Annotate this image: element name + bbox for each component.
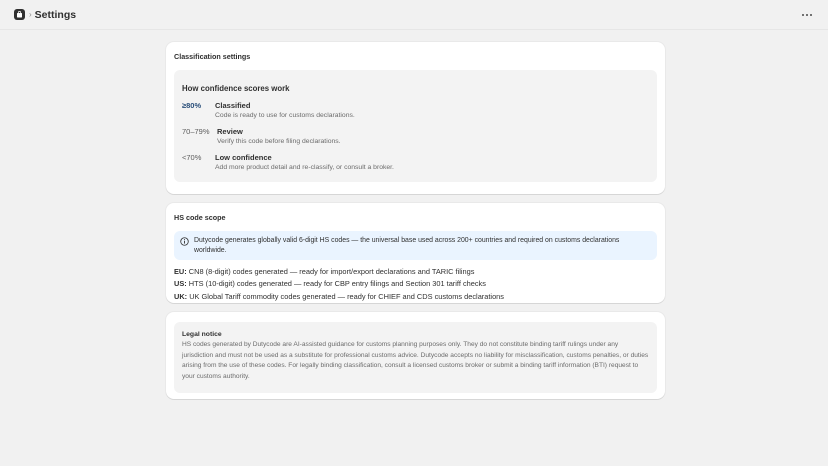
region-code: EU: (174, 267, 187, 276)
legal-text: HS codes generated by Dutycode are AI-assisted guidance for customs planning purposes only. They do not constitute binding tariff rulings under any jurisdiction and must not be used as a substitute for professional customs advice. Dutycode accepts no liability for misclassification, customs penalties, or duties arising from the use of these codes. For legally binding classification, consult a licensed customs broker or submit a binding tariff information (BTI) request to your customs authority. (182, 341, 649, 380)
top-bar (0, 0, 828, 30)
page-title: Settings (34, 8, 77, 21)
confidence-level-review (182, 127, 649, 147)
scope-region-eu (174, 266, 657, 278)
shopify-bag-icon[interactable] (14, 9, 25, 20)
confidence-info-box (174, 70, 657, 182)
region-text: CN8 (8-digit) codes generated — ready for import/export declarations and TARIC filings (188, 267, 475, 276)
info-text: Dutycode generates globally valid 6-digit HS codes — the universal base used across 200+ countries and required on customs declarations worldwide. (194, 237, 620, 254)
confidence-description: Add more product detail and re-classify, or consult a broker. (215, 164, 394, 171)
region-code: US: (174, 279, 187, 289)
scope-region-uk (174, 291, 657, 303)
card-title: Classification settings (174, 52, 251, 61)
classification-settings-card (166, 42, 665, 194)
confidence-range: 70–79% (182, 127, 210, 136)
confidence-range: <70% (182, 153, 202, 162)
breadcrumb-chevron-icon: › (29, 10, 32, 19)
ellipsis-icon (802, 14, 804, 16)
confidence-level-classified (182, 101, 649, 121)
region-code: UK: (174, 291, 188, 301)
confidence-label: Review (217, 127, 243, 136)
legal-notice-box (174, 322, 657, 393)
confidence-description: Verify this code before filing declarations. (217, 138, 341, 145)
legal-title: Legal notice (182, 331, 222, 338)
confidence-label: Low confidence (215, 153, 272, 162)
card-title: HS code scope (174, 213, 226, 222)
info-circle-icon (180, 237, 189, 246)
info-banner (174, 231, 657, 260)
region-text: HTS (10-digit) codes generated — ready for CBP entry filings and Section 301 tariff checks (188, 279, 486, 289)
legal-notice-card (166, 312, 665, 399)
hs-code-scope-card (166, 203, 665, 303)
confidence-level-low (182, 153, 649, 173)
scope-region-us (174, 278, 657, 290)
confidence-heading: How confidence scores work (182, 84, 290, 93)
confidence-range: ≥80% (182, 101, 202, 110)
region-text: UK Global Tariff commodity codes generated — ready for CHIEF and CDS customs declarations (189, 291, 504, 301)
more-actions-button[interactable] (800, 8, 814, 22)
confidence-label: Classified (215, 101, 251, 110)
confidence-description: Code is ready to use for customs declarations. (215, 112, 355, 119)
